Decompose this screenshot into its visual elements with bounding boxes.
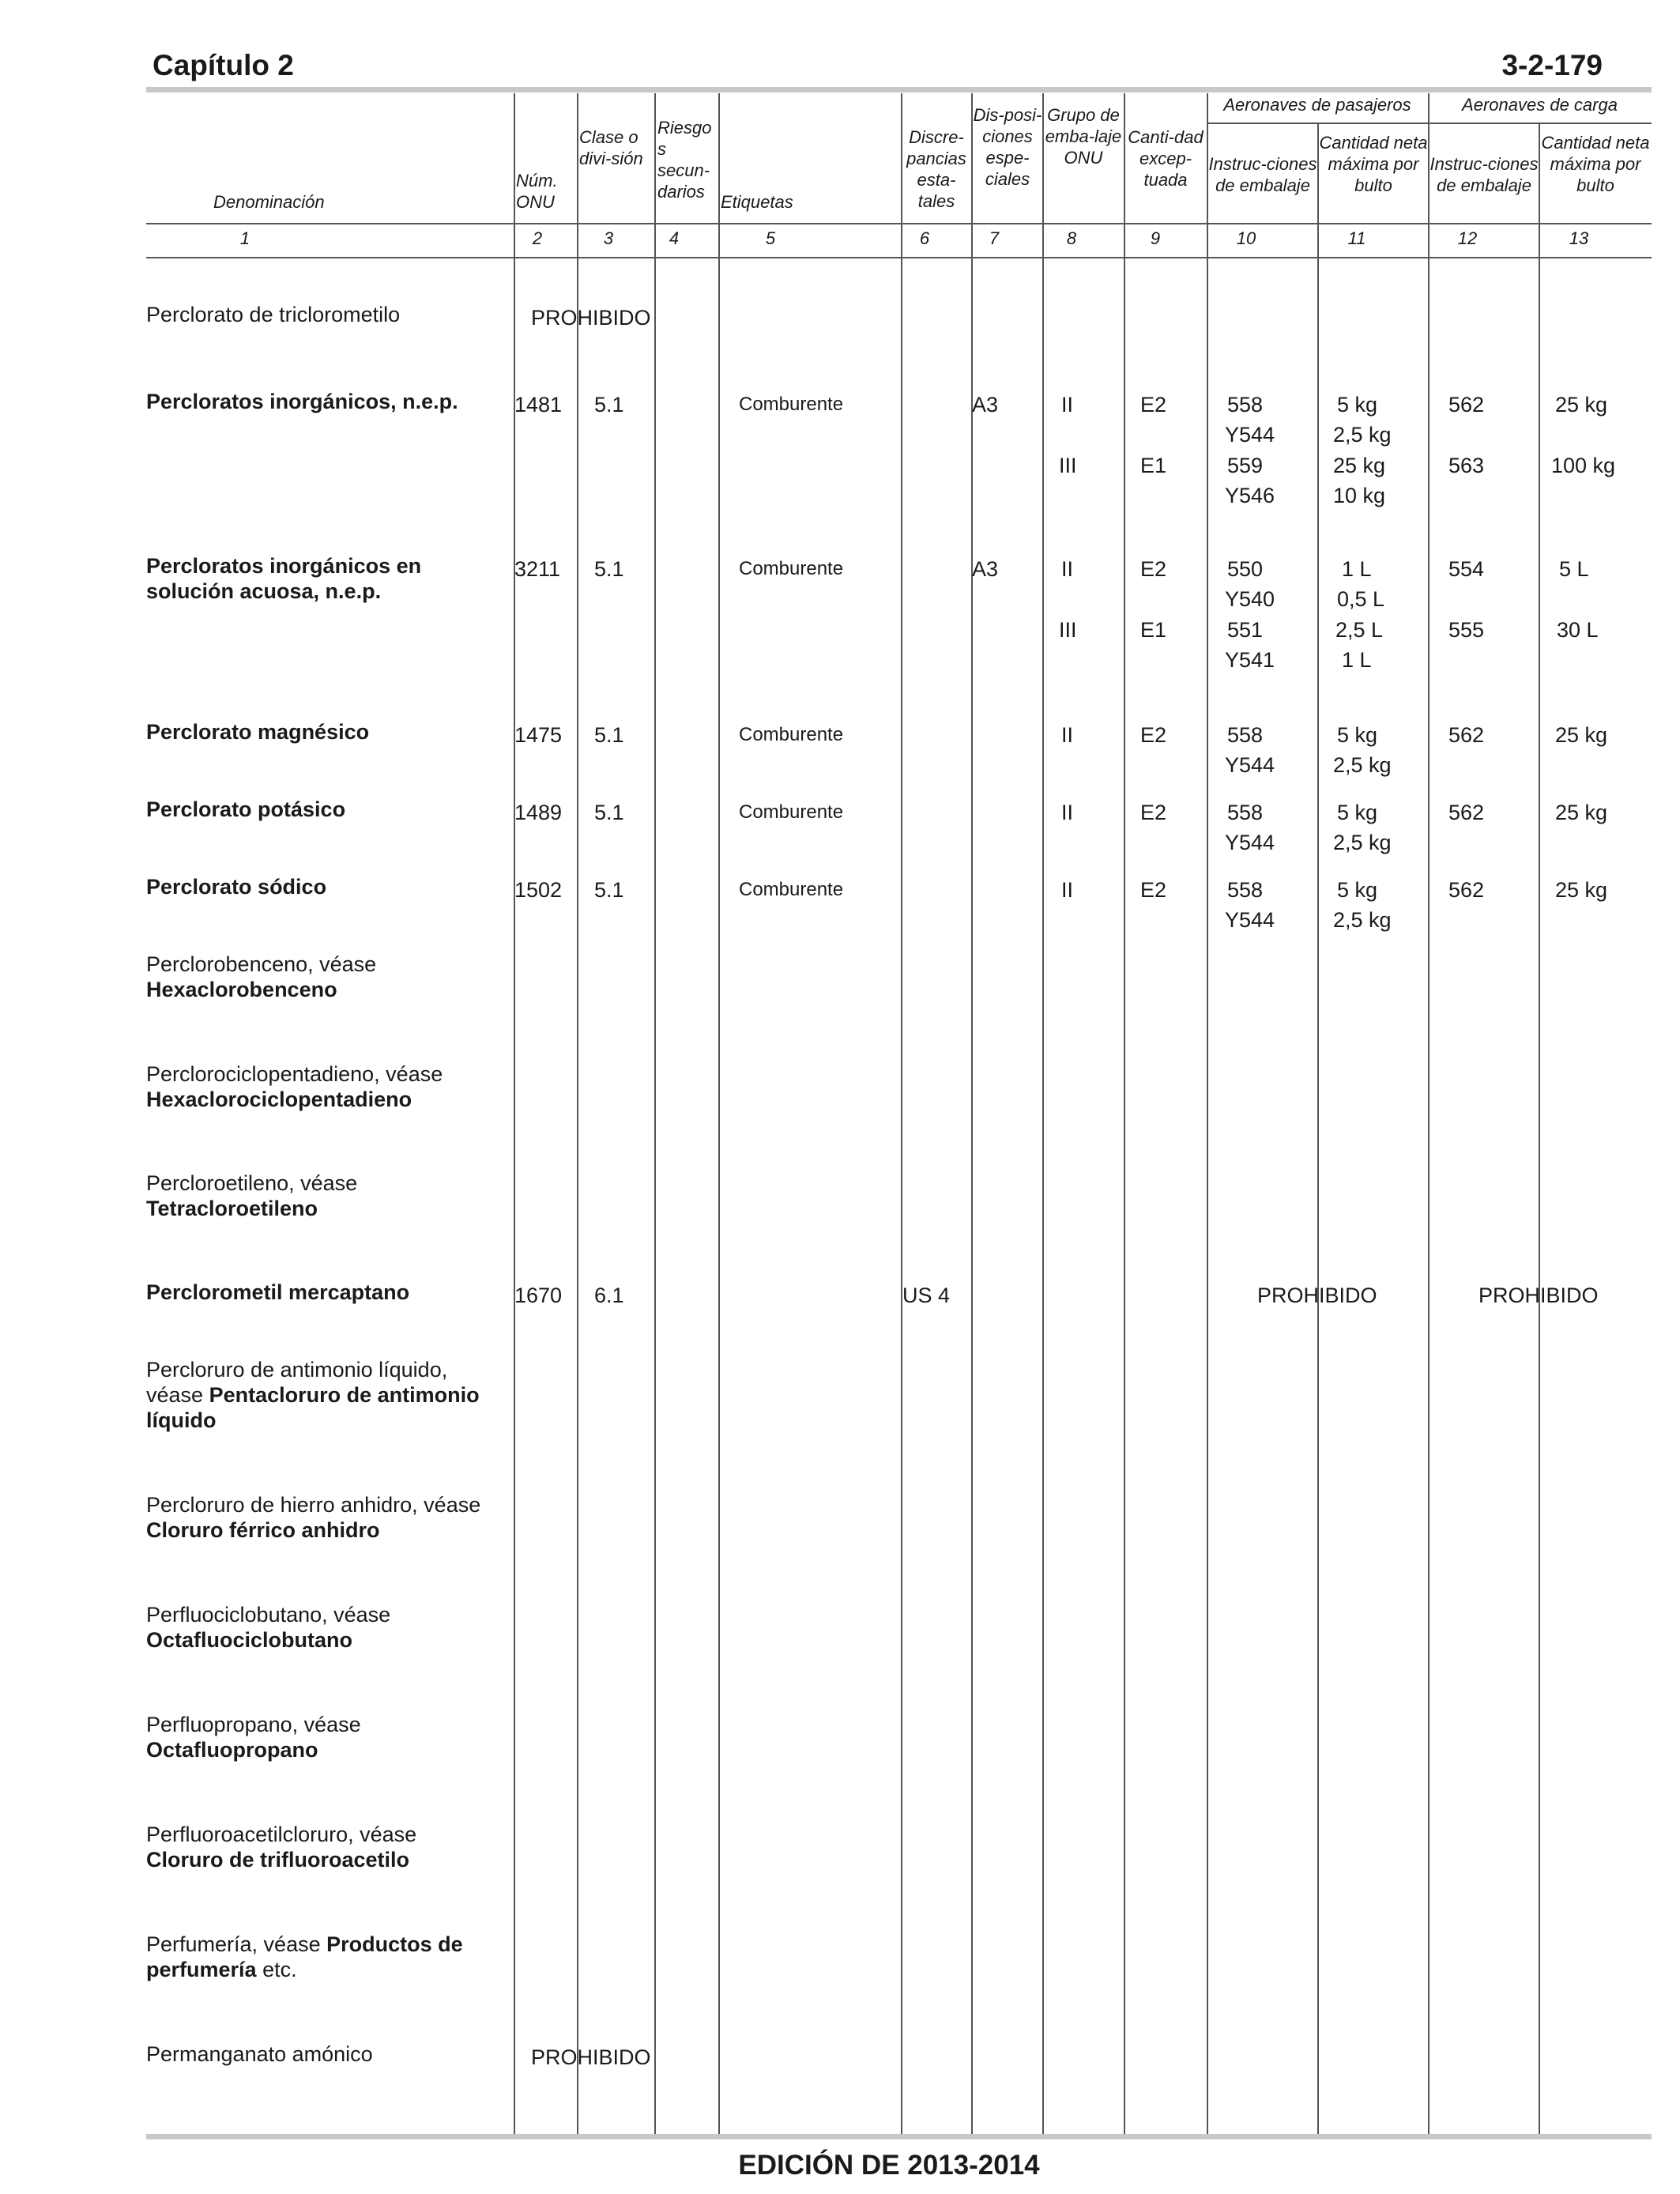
pax-quantity: 5 kg bbox=[1337, 393, 1378, 417]
onu-number: 1475 bbox=[514, 723, 563, 747]
cargo-instruction: 562 bbox=[1448, 801, 1485, 824]
pax-quantity: 10 kg bbox=[1333, 484, 1386, 507]
label-value: Comburente bbox=[739, 558, 844, 579]
col-header-disposiciones: Dis-posi-ciones espe-ciales bbox=[973, 105, 1042, 189]
cargo-quantity: 100 kg bbox=[1551, 454, 1616, 477]
pax-instruction: Y544 bbox=[1225, 831, 1275, 854]
class-value: 5.1 bbox=[594, 723, 624, 747]
class-value: 6.1 bbox=[594, 1284, 624, 1307]
col-number: 1 bbox=[239, 228, 250, 248]
top-rule bbox=[146, 87, 1652, 92]
pax-quantity: 5 kg bbox=[1337, 723, 1378, 747]
edition-footer: EDICIÓN DE 2013-2014 bbox=[738, 2150, 1040, 2181]
pax-quantity: 2,5 kg bbox=[1333, 908, 1392, 932]
pax-quantity: 2,5 kg bbox=[1333, 753, 1392, 777]
pax-instruction: 550 bbox=[1227, 557, 1264, 581]
cargo-quantity: 5 L bbox=[1559, 557, 1589, 581]
col-header-riesgos: Riesgo s secun-darios bbox=[657, 118, 712, 202]
cross-reference-entry: Perclorociclopentadieno, véase Hexaclorociclopentadieno bbox=[146, 1062, 443, 1111]
cross-reference-entry: Perfluopropano, véase Octafluopropano bbox=[146, 1713, 361, 1762]
cross-reference-entry: Perfumería, véase Productos de perfumería etc. bbox=[146, 1932, 463, 1981]
prohibido-label: PROHIBIDO bbox=[531, 2045, 651, 2069]
cargo-quantity: 25 kg bbox=[1555, 393, 1608, 417]
packing-group: II bbox=[1061, 393, 1074, 417]
excepted-qty: E2 bbox=[1140, 557, 1167, 581]
cargo-quantity: 30 L bbox=[1557, 618, 1599, 642]
col-header-cantidad-carga: Cantidad neta máxima por bulto bbox=[1541, 133, 1650, 195]
cargo-quantity: 25 kg bbox=[1555, 878, 1608, 902]
entry-name: Perclorato magnésico bbox=[146, 720, 370, 744]
pax-quantity: 0,5 L bbox=[1337, 587, 1385, 611]
bottom-rule bbox=[146, 2134, 1652, 2139]
col-header-grupo-embalaje: Grupo de emba-laje ONU bbox=[1045, 105, 1122, 168]
col-header-instrucciones-carga: Instruc-ciones de embalaje bbox=[1430, 154, 1539, 195]
pax-quantity: 1 L bbox=[1342, 648, 1372, 672]
pax-instruction: 558 bbox=[1227, 723, 1264, 747]
pax-instruction: Y540 bbox=[1225, 587, 1275, 611]
label-value: Comburente bbox=[739, 724, 844, 745]
cross-reference-entry: Percloroetileno, véase Tetracloroetileno bbox=[146, 1171, 358, 1220]
class-value: 5.1 bbox=[594, 393, 624, 417]
pax-instruction: Y544 bbox=[1225, 753, 1275, 777]
pax-instruction: Y544 bbox=[1225, 423, 1275, 447]
cross-reference-entry: Percloruro de hierro anhidro, véase Cloruro férrico anhidro bbox=[146, 1493, 481, 1542]
onu-number: 1670 bbox=[514, 1284, 563, 1307]
cargo-instruction: 562 bbox=[1448, 878, 1485, 902]
cargo-instruction: 563 bbox=[1448, 454, 1485, 477]
label-value: Comburente bbox=[739, 801, 844, 823]
pax-quantity: 5 kg bbox=[1337, 878, 1378, 902]
col-header-cantidad-pax: Cantidad neta máxima por bulto bbox=[1319, 133, 1428, 195]
packing-group: II bbox=[1061, 557, 1074, 581]
pax-quantity: 2,5 kg bbox=[1333, 831, 1392, 854]
col-header-cantidad-exceptuada: Canti-dad excep-tuada bbox=[1128, 127, 1203, 190]
cargo-instruction: 555 bbox=[1448, 618, 1485, 642]
cross-reference-entry: Percloruro de antimonio líquido, véase Pentacloruro de antimonio líquido bbox=[146, 1358, 480, 1432]
excepted-qty: E1 bbox=[1140, 454, 1167, 477]
packing-group: II bbox=[1061, 723, 1074, 747]
pax-instruction: Y546 bbox=[1225, 484, 1275, 507]
pax-instruction: Y541 bbox=[1225, 648, 1275, 672]
label-value: Comburente bbox=[739, 394, 844, 415]
entry-name: Perclorato de triclorometilo bbox=[146, 303, 401, 326]
cargo-instruction: 554 bbox=[1448, 557, 1485, 581]
cargo-quantity: 25 kg bbox=[1555, 723, 1608, 747]
pax-instruction: 558 bbox=[1227, 801, 1264, 824]
col-number: 10 bbox=[1236, 228, 1256, 248]
pax-instruction: 558 bbox=[1227, 878, 1264, 902]
cargo-quantity: 25 kg bbox=[1555, 801, 1608, 824]
excepted-qty: E1 bbox=[1140, 618, 1167, 642]
col-number: 5 bbox=[765, 228, 776, 248]
col-header-etiquetas: Etiquetas bbox=[721, 192, 793, 212]
packing-group: II bbox=[1061, 801, 1074, 824]
cross-reference-entry: Perfluociclobutano, véase Octafluociclobutano bbox=[146, 1603, 391, 1652]
entry-name: Percloratos inorgánicos en solución acuosa, n.e.p. bbox=[146, 554, 422, 603]
col-number: 2 bbox=[532, 228, 543, 248]
class-value: 5.1 bbox=[594, 557, 624, 581]
pax-instruction: Y544 bbox=[1225, 908, 1275, 932]
pax-quantity: 2,5 L bbox=[1335, 618, 1384, 642]
special-provision: A3 bbox=[972, 557, 999, 581]
entry-name: Perclorometil mercaptano bbox=[146, 1280, 410, 1304]
class-value: 5.1 bbox=[594, 878, 624, 902]
pax-instruction: 558 bbox=[1227, 393, 1264, 417]
onu-number: 1502 bbox=[514, 878, 563, 902]
packing-group: III bbox=[1059, 454, 1077, 477]
excepted-qty: E2 bbox=[1140, 393, 1167, 417]
col-header-discrepancias: Discre-pancias esta-tales bbox=[906, 127, 966, 211]
label-value: Comburente bbox=[739, 879, 844, 900]
pax-instruction: 551 bbox=[1227, 618, 1264, 642]
col-header-instrucciones-pax: Instruc-ciones de embalaje bbox=[1208, 154, 1317, 195]
cargo-instruction: 562 bbox=[1448, 393, 1485, 417]
excepted-qty: E2 bbox=[1140, 801, 1167, 824]
cargo-instruction: 562 bbox=[1448, 723, 1485, 747]
col-number: 11 bbox=[1347, 228, 1366, 248]
page-number: 3-2-179 bbox=[1501, 49, 1603, 81]
entry-name: Perclorato potásico bbox=[146, 797, 346, 821]
state-variation: US 4 bbox=[902, 1284, 951, 1307]
pax-prohibido: PROHIBIDO bbox=[1257, 1284, 1377, 1307]
chapter-title: Capítulo 2 bbox=[153, 49, 294, 81]
col-header-num-onu: Núm. ONU bbox=[516, 171, 558, 212]
special-provision: A3 bbox=[972, 393, 999, 417]
packing-group: II bbox=[1061, 878, 1074, 902]
col-header-aeronaves-pasajeros: Aeronaves de pasajeros bbox=[1223, 95, 1411, 115]
cargo-prohibido: PROHIBIDO bbox=[1478, 1284, 1599, 1307]
pax-quantity: 25 kg bbox=[1333, 454, 1386, 477]
pax-quantity: 1 L bbox=[1342, 557, 1372, 581]
pax-quantity: 2,5 kg bbox=[1333, 423, 1392, 447]
excepted-qty: E2 bbox=[1140, 878, 1167, 902]
pax-instruction: 559 bbox=[1227, 454, 1264, 477]
class-value: 5.1 bbox=[594, 801, 624, 824]
onu-number: 1481 bbox=[514, 393, 563, 417]
pax-quantity: 5 kg bbox=[1337, 801, 1378, 824]
prohibido-label: PROHIBIDO bbox=[531, 306, 651, 330]
col-header-clase: Clase o divi-sión bbox=[579, 127, 643, 168]
cross-reference-entry: Perclorobenceno, véase Hexaclorobenceno bbox=[146, 952, 377, 1001]
packing-group: III bbox=[1059, 618, 1077, 642]
onu-number: 1489 bbox=[514, 801, 563, 824]
cross-reference-entry: Perfluoroacetilcloruro, véase Cloruro de trifluoroacetilo bbox=[146, 1823, 417, 1872]
col-number: 7 bbox=[989, 228, 1000, 248]
entry-name: Perclorato sódico bbox=[146, 875, 327, 899]
entry-name: Percloratos inorgánicos, n.e.p. bbox=[146, 390, 458, 413]
col-number: 3 bbox=[603, 228, 614, 248]
col-header-aeronaves-carga: Aeronaves de carga bbox=[1462, 95, 1618, 115]
col-number: 8 bbox=[1066, 228, 1077, 248]
col-number: 6 bbox=[919, 228, 930, 248]
col-number: 12 bbox=[1457, 228, 1478, 248]
col-number: 13 bbox=[1569, 228, 1589, 248]
excepted-qty: E2 bbox=[1140, 723, 1167, 747]
col-header-denominacion: Denominación bbox=[213, 192, 325, 212]
col-number: 9 bbox=[1150, 228, 1161, 248]
col-number: 4 bbox=[669, 228, 680, 248]
onu-number: 3211 bbox=[514, 557, 561, 581]
entry-name: Permanganato amónico bbox=[146, 2042, 373, 2066]
